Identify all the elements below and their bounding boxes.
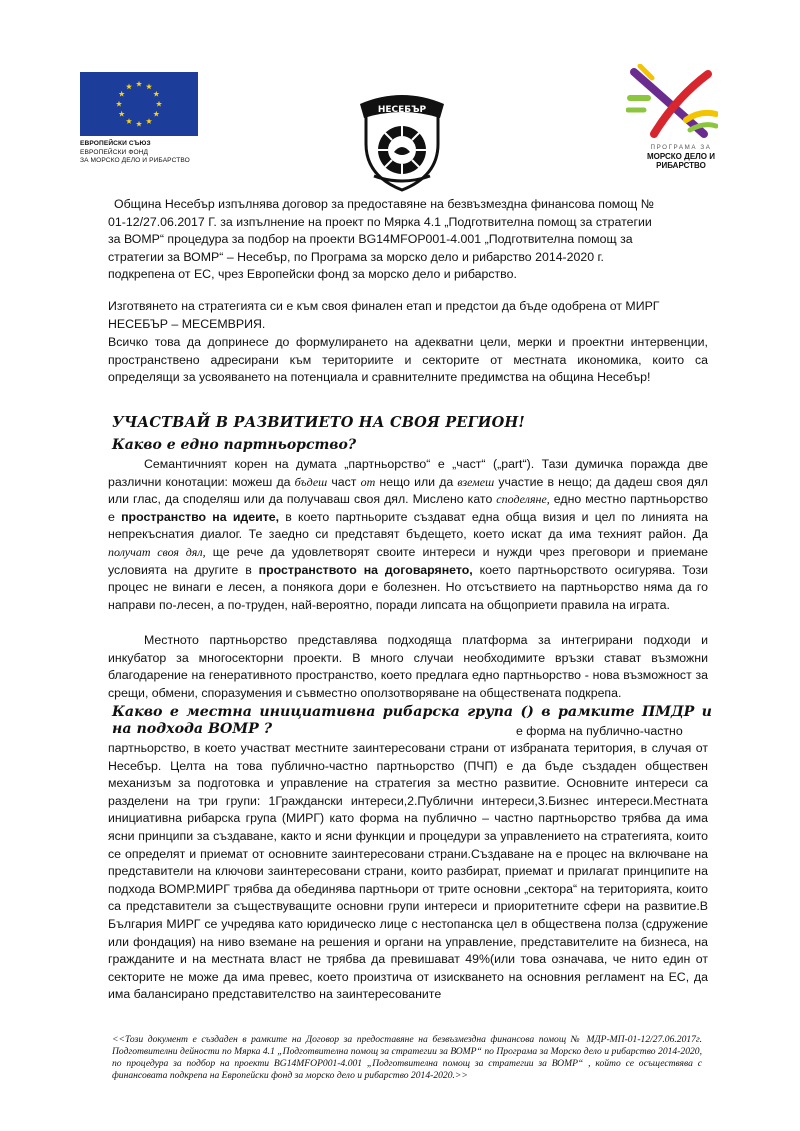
local-partnership-paragraph (108, 632, 708, 702)
text-run: ще рече да удовлетворят своите интереси и нужди чрез преговори и приемане условията на другите в (108, 544, 709, 577)
star-icon (153, 111, 159, 117)
text-run: едно местно партньорство е (108, 492, 708, 524)
intro-line: Община Несебър изпълнява договор за предоставяне на безвъзмездна финансова помощ № (114, 197, 654, 211)
crest-text: НЕСЕБЪР (377, 105, 427, 115)
bold-run: пространство на идеите, (121, 509, 280, 524)
eu-caption (80, 140, 190, 166)
italic-run: вземеш (457, 474, 495, 489)
program-caption-line1: МОРСКО ДЕЛО И (647, 152, 715, 161)
eu-stars-icon (80, 72, 198, 136)
intro-line: стратегии за ВОМР“ – Несебър, по Програма за морско дело и рибарство 2014-2020 г. (108, 249, 604, 264)
intro-line: подкрепена от ЕС, чрез Европейски фонд за морско дело и рибарство. (108, 267, 517, 282)
text-run: което партньорството осигурява. Този процес не винаги е лесен, а понякога дори е болезнен. Но отсъствието на партньорство няма да го направи по-лесен, а по-труден, най-вероятно, поради липсата на общоприети правила на играта. (108, 562, 709, 612)
text-run: Местното партньорство представлява подходяща платформа за интегрирани подходи и инкубатор за многосекторни проекти. В много случаи необходимите връзки стават възможни благодарение на генеративното пространство, което предлага едно партньорство - нова възможност за срещи, обмени, споразумения и съвместно оползотворяване на обществената подкрепа. (108, 633, 708, 700)
italic-run: от (360, 474, 376, 489)
eu-flag-logo (80, 72, 198, 136)
program-caption (626, 142, 736, 170)
maritime-program-logo (626, 64, 718, 138)
program-caption-line2: РИБАРСТВО (656, 161, 706, 170)
intro-line: 01-12/27.06.2017 Г. за изпълнение на проект по Мярка 4.1 „Подготвителна помощ за стратегии (108, 214, 652, 229)
eu-caption-line2: ЕВРОПЕЙСКИ ФОНД (80, 148, 149, 156)
italic-run: споделяне, (496, 492, 550, 507)
star-icon (119, 91, 125, 97)
flag-definition-paragraph: партньорство, в което участват местните заинтересовани страни от избраната територия, в случая от Несебър. Целта на това публично-частно партньорство (ПЧП) е да бъде създаден обществен механизъм за подготовка и управление на стратегия за местно развитие. Основните интереси са разделени на три групи: 1Граждански интереси,2.Публични интереси,3.Бизнес интереси.Местната инициативна рибарска група (МИРГ) като форма на публично – частно партньорство трябва да има ясни принципи за създаване, както и ясни функции и процедури за управлението на стратегията, които се определят и приемат от основните заинтересовани страни.Създаване на е процес на включване на представители на ключови заинтересовани страни, които разбират, приемат и прилагат принципите на подхода ВОМР.МИРГ трябва да обединява партньори от трите основни „сектора“ на територията, които са представители за съществуващите основни групи интереси и приоритетните сфери на развитие.В България МИРГ се учредява като юридическо лице с нестопанска цел в обществена полза (сдружение или фондация) на ниво вземане на решения и органи на управление, представителите на бизнеса, на гражданите и на местната власт не трябва да превишават 49%(или това означава, че нито един от секторите не може да има превес, което произтича от изискването на основния регламент на ЕС, да има балансирано представителство на заинтересованите (108, 741, 708, 1002)
text-run: участие в нещо; да дадеш своя дял или глас, да споделяш или да получаваш своя дял. Мислено като (108, 474, 708, 507)
star-icon (153, 91, 159, 97)
star-icon (156, 101, 162, 107)
bold-run: пространството на договарянето, (258, 562, 473, 577)
text-run: част (327, 474, 361, 489)
star-icon (126, 83, 132, 89)
main-heading: УЧАСТВАЙ В РАЗВИТИЕТО НА СВОЯ РЕГИОН! (112, 414, 525, 431)
partnership-paragraph (108, 456, 708, 614)
star-icon (126, 118, 132, 124)
footer-disclaimer: <<Този документ е създаден в рамките на Договор за предоставяне на безвъзмездна финансова помощ № МДР-МП-01-12/27.06.2017г. Подготвителни дейности по Мярка 4.1 „Подготвителна помощ за стратегии за ВОМР“ по Програма за Морско дело и рибарство 2014-2020, по процедура за подбор на проекти BG14MFOP001-4.001 „Подготвителна помощ за стратегии за ВОМР“ , който се осъществява с финансовата подкрепа на Европейски фонд за морско дело и рибарство 2014-2020.>> (112, 1034, 702, 1081)
section2-heading: Какво е местна инициативна рибарска група () в рамките ПМДР и на подхода ВОМР ? (112, 704, 712, 737)
star-icon (146, 83, 152, 89)
text-run: нещо или да (375, 474, 458, 489)
star-icon (136, 121, 142, 127)
star-icon (119, 111, 125, 117)
program-caption-small: ПРОГРАМА ЗА (650, 144, 712, 151)
text-run: в което партньорите създават една обща визия и цел по линията на непрекъснатия диалог. Те заедно си представят бъдещето, което искат да има техният район. Да (108, 509, 709, 542)
purpose-paragraph: Всичко това да допринесе до формулирането на адекватни цели, мерки и проектни интервенции, пространствено адресирани към териториите и секторите от местната икономика, които са определящи за усвояването на потенциала и сравнителните предимства на община Несебър! (108, 335, 708, 385)
nessebar-crest-logo (356, 88, 448, 192)
star-icon (116, 101, 122, 107)
eu-caption-line3: ЗА МОРСКО ДЕЛО И РИБАРСТВО (80, 157, 190, 165)
italic-run: бъдеш (294, 474, 328, 489)
text-run: Семантичният корен на думата „партньорство“ е „част“ („part“). Тази думичка поражда две различни конотации: можеш да (108, 457, 708, 489)
section2-heading-tail: е форма на публично-частно (516, 724, 683, 738)
intro-line: за ВОМР“ процедура за подбор на проекти BG14MFOP001-4.001 „Подготвителна помощ за (108, 232, 633, 247)
intro-paragraph (108, 196, 708, 284)
stage-paragraph: Изготвянето на стратегията си е към своя финален етап и предстои да бъде одобрена от МИРГ НЕСЕБЪР – МЕСЕМВРИЯ. (108, 299, 660, 331)
eu-caption-line1: ЕВРОПЕЙСКИ СЪЮЗ (80, 140, 151, 147)
italic-run: получат своя дял, (108, 544, 206, 559)
section1-heading: Какво е едно партньорство? (112, 437, 357, 453)
star-icon (136, 81, 142, 87)
star-icon (146, 118, 152, 124)
